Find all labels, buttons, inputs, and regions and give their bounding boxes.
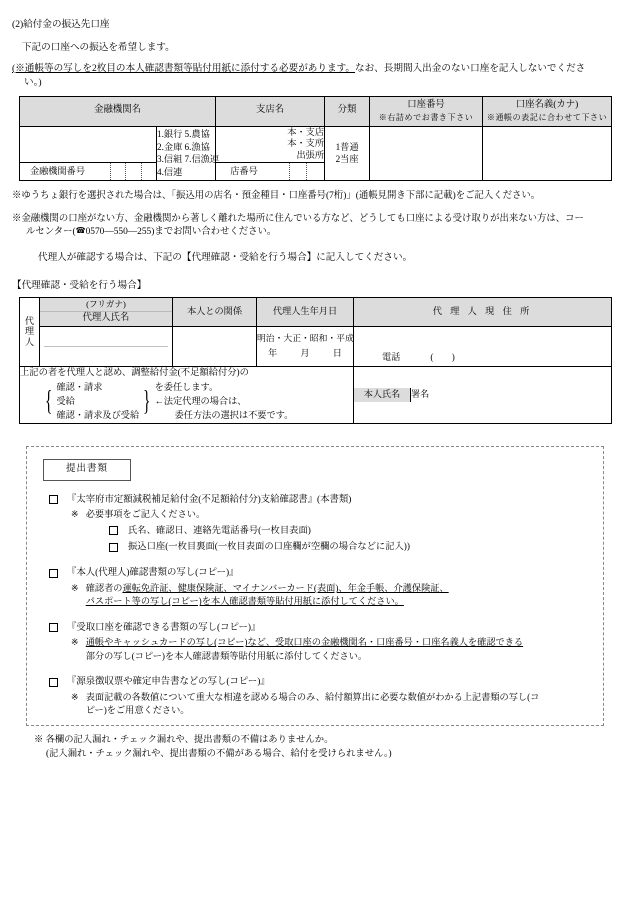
delegation-instruction-1: を委任します。: [154, 382, 219, 393]
checklist-item-row[interactable]: [49, 622, 595, 636]
branch-number-row[interactable]: [216, 162, 325, 180]
note-text-plain: 確認者の: [85, 583, 123, 594]
note-no-account-line1: ※金融機関の口座がない方、金融機関から著しく離れた場所に住んでいる方など、どうしても口座による受け取りが出来ない方は、コー: [12, 213, 584, 224]
institution-number-row[interactable]: [20, 162, 157, 180]
checkbox-icon[interactable]: [49, 569, 58, 578]
checklist-item-note-text: [86, 636, 523, 663]
note-mark-icon: ※: [71, 583, 79, 594]
proxy-name-input[interactable]: [40, 326, 173, 366]
attachment-note-underlined: (※通帳等の写しを2枚目の本人確認書類等貼付用紙に添付する必要があります。: [12, 62, 356, 74]
checklist-item-row[interactable]: [49, 567, 595, 581]
proxy-vertical-label-char-3: 人: [24, 337, 35, 348]
checklist-item: [49, 494, 595, 555]
note-text-plain: 必要事項をご記入ください。: [85, 509, 206, 520]
checkbox-icon[interactable]: [109, 543, 118, 552]
ymd-label: 年 月 日: [268, 348, 349, 359]
checklist-item-note-text: [86, 691, 540, 718]
tel-paren: ( ): [430, 351, 455, 362]
proxy-table: [19, 297, 612, 424]
institution-kind-option-4: 4.信連: [157, 166, 183, 177]
delegation-option-2[interactable]: 受給: [56, 396, 75, 407]
institution-kind-option-1: 1.銀行 5.農協: [157, 128, 210, 139]
proxy-table-wrapper: [19, 297, 630, 424]
branch-number-label: 店番号: [230, 165, 258, 176]
header-account-number-subtext: ※右詰めでお書き下さい: [378, 113, 474, 123]
note-yucho: ※ゆうちょ銀行を選択された場合は、「振込用の店名・預金種目・口座番号(7桁)」(通帳見開き下部に記載)をご記入ください。: [12, 190, 541, 201]
note-mark-icon: ※: [71, 691, 79, 702]
note-text-plain: 表面記載の各数値について重大な相違を認める場合のみ、給付額算出に必要な数値がわかる上記書類の写し(コ: [85, 691, 540, 702]
branch-type-option-1: 本・支店: [287, 126, 325, 137]
header-account-holder-text: 口座名義(カナ): [515, 99, 579, 110]
form-page: [0, 18, 630, 921]
checklist-subitem[interactable]: [109, 525, 595, 538]
brace-right: }: [143, 386, 151, 418]
institution-kind-options[interactable]: [157, 126, 220, 180]
checklist-item-note: [71, 582, 595, 609]
note-text-line2-wrap: [86, 650, 523, 663]
signature-area: [354, 366, 612, 423]
checkbox-icon[interactable]: [49, 678, 58, 687]
furigana-label: (フリガナ): [40, 298, 172, 312]
submission-checklist: [26, 446, 604, 727]
delegation-instruction-3: 委任方法の選択は不要です。: [174, 410, 294, 421]
checklist-item-row[interactable]: [49, 676, 595, 690]
section-heading: (2)給付金の振込先口座: [12, 19, 110, 30]
header-account-holder: [483, 96, 612, 126]
header-account-type: [325, 96, 370, 126]
branch-type-options[interactable]: [216, 126, 325, 162]
note-text-line2: パスポート等の写し(コピー)を本人確認書類等貼付用紙に添付してください。: [85, 596, 404, 607]
telephone-icon: ☎: [75, 226, 86, 236]
proxy-section-title: 【代理確認・受給を行う場合】: [12, 279, 147, 291]
checklist-item-title: 『本人(代理人)確認書類の写し(コピー)』: [67, 568, 239, 579]
proxy-vertical-label-char-2: 理: [24, 326, 35, 337]
relation-header: 本人との関係: [173, 297, 257, 326]
submission-badge: 提出書類: [43, 459, 131, 481]
header-account-type-text: 分類: [337, 105, 357, 116]
checklist-item: [49, 622, 595, 663]
header-institution-name-text: 金融機関名: [94, 105, 141, 116]
brace-left: {: [45, 386, 53, 418]
note-text-underlined: 通帳やキャッシュカードの写し(コピー)など、受取口座の金融機関名・口座番号・口座名義人を確認できる: [85, 637, 524, 648]
note-text-line2: ピー)をご用意ください。: [85, 705, 190, 716]
account-type-option-futsu: 1普通: [335, 141, 359, 152]
callcenter-prefix: ルセンター(: [26, 227, 76, 238]
address-input[interactable]: [354, 326, 612, 366]
institution-name-input[interactable]: [20, 126, 157, 162]
section-lead: 下記の口座への振込を希望します。: [22, 41, 175, 53]
branch-number-cells: [272, 163, 324, 180]
account-holder-input[interactable]: [483, 126, 612, 180]
branch-type-option-2: 本・支所: [287, 138, 325, 149]
proxy-vertical-label-char-1: 代: [24, 315, 35, 326]
header-account-number-text: 口座番号: [407, 99, 445, 110]
checklist-item-title: 『受取口座を確認できる書類の写し(コピー)』: [67, 622, 261, 633]
account-number-cells: [370, 130, 482, 177]
header-institution-name: [20, 96, 216, 126]
delegation-options-group[interactable]: [42, 381, 154, 422]
footer-line-1: ※ 各欄の記入漏れ・チェック漏れや、提出書類の不備はありませんか。: [34, 735, 334, 746]
proxy-vertical-label: [20, 297, 40, 366]
checklist-item: [49, 676, 595, 717]
branch-type-option-3: 出張所: [296, 150, 325, 161]
birthdate-input[interactable]: [257, 326, 354, 366]
account-number-input[interactable]: [370, 126, 483, 180]
checklist-subitem-label: 振込口座(一枚目裏面(一枚目表面の口座欄が空欄の場合などに記入)): [128, 542, 410, 553]
delegation-lead: 上記の者を代理人と認め、調整給付金(不足額給付分)の: [20, 367, 249, 378]
checklist-item-note: [71, 636, 595, 663]
note-no-account-line2: [26, 226, 620, 240]
attachment-note-cont: い。): [24, 76, 42, 88]
checklist-item-note: [71, 508, 595, 521]
tel-label: 電話: [382, 351, 401, 362]
checklist-item-title: 『源泉徴収票や確定申告書などの写し(コピー)』: [67, 677, 270, 688]
delegation-instructions: [155, 381, 294, 422]
note-mark-icon: ※: [71, 637, 79, 648]
signature-input[interactable]: [411, 388, 612, 401]
delegation-instruction-2: ←法定代理の場合は、: [154, 396, 247, 407]
birthdate-header: 代理人生年月日: [257, 297, 354, 326]
checkbox-icon[interactable]: [109, 526, 118, 535]
proxy-name-label: 代理人氏名: [82, 312, 130, 323]
checkbox-icon[interactable]: [49, 623, 58, 632]
footer-reminder: [34, 734, 630, 762]
proxy-tel-line[interactable]: [354, 351, 611, 366]
era-options[interactable]: 明治・大正・昭和・平成: [257, 332, 354, 343]
header-account-number: [370, 96, 483, 126]
header-branch-name: [216, 96, 325, 126]
institution-kind-option-3: 3.信組 7.信漁連: [157, 154, 220, 165]
checkbox-icon[interactable]: [49, 495, 58, 504]
self-name-label: 本人氏名: [354, 388, 411, 401]
institution-number-cells: [95, 163, 156, 180]
callcenter-phone: 0570—550—255: [85, 227, 152, 238]
header-account-holder-subtext: ※通帳の表記に合わせて下さい: [486, 113, 608, 123]
relation-input[interactable]: [173, 326, 257, 366]
note-no-account: [12, 213, 620, 240]
bank-account-table: [19, 96, 612, 181]
checklist-item: [49, 567, 595, 608]
checklist-item-note-text: [86, 582, 449, 609]
delegation-option-1[interactable]: 確認・請求: [56, 382, 103, 393]
callcenter-suffix: )までお問い合わせください。: [151, 227, 277, 238]
account-type-option-toza: 2当座: [335, 154, 359, 165]
delegation-options-row: [20, 381, 353, 422]
checklist-subitem-label: 氏名、確認日、連絡先電話番号(一枚目表面): [128, 525, 311, 536]
institution-kind-option-2: 2.金庫 6.漁協: [157, 141, 210, 152]
checklist-item-note: [71, 691, 595, 718]
note-mark-icon: ※: [71, 509, 79, 520]
note-text-line2: 部分の写し(コピー)を本人確認書類等貼付用紙に添付してください。: [85, 650, 368, 661]
delegation-options-list[interactable]: [55, 381, 140, 422]
address-header: 代 理 人 現 住 所: [354, 297, 612, 326]
header-branch-name-text: 支店名: [255, 105, 285, 116]
note-text-underlined: 運転免許証、健康保険証、マイナンバーカード(表面)、年金手帳、介護保険証、: [122, 583, 449, 594]
institution-number-label: 金融機関番号: [29, 165, 86, 176]
signature-label: 署名: [411, 389, 430, 400]
checklist-item-row[interactable]: [49, 494, 595, 508]
proxy-name-header: [40, 297, 173, 326]
attachment-note-rest: なお、長期間入出金のない口座を記入しないでくださ: [355, 62, 586, 74]
note-proxy-guide: 代理人が確認する場合は、下記の【代理確認・受給を行う場合】に記入してください。: [38, 251, 413, 263]
checklist-subitem[interactable]: [109, 541, 595, 554]
delegation-option-3[interactable]: 確認・請求及び受給: [56, 410, 140, 421]
checklist-item-title: 『太宰府市定額減税補足給付金(不足額給付分)支給確認書』(本書類): [67, 494, 352, 505]
account-type-options[interactable]: [325, 126, 370, 180]
attachment-note: [12, 62, 618, 90]
bank-account-table-wrapper: [19, 96, 630, 181]
checklist-item-note-text: [86, 508, 205, 521]
footer-line-2: (記入漏れ・チェック漏れや、提出書類の不備がある場合、給付を受けられません。): [46, 749, 392, 760]
delegation-statement: [20, 366, 354, 423]
